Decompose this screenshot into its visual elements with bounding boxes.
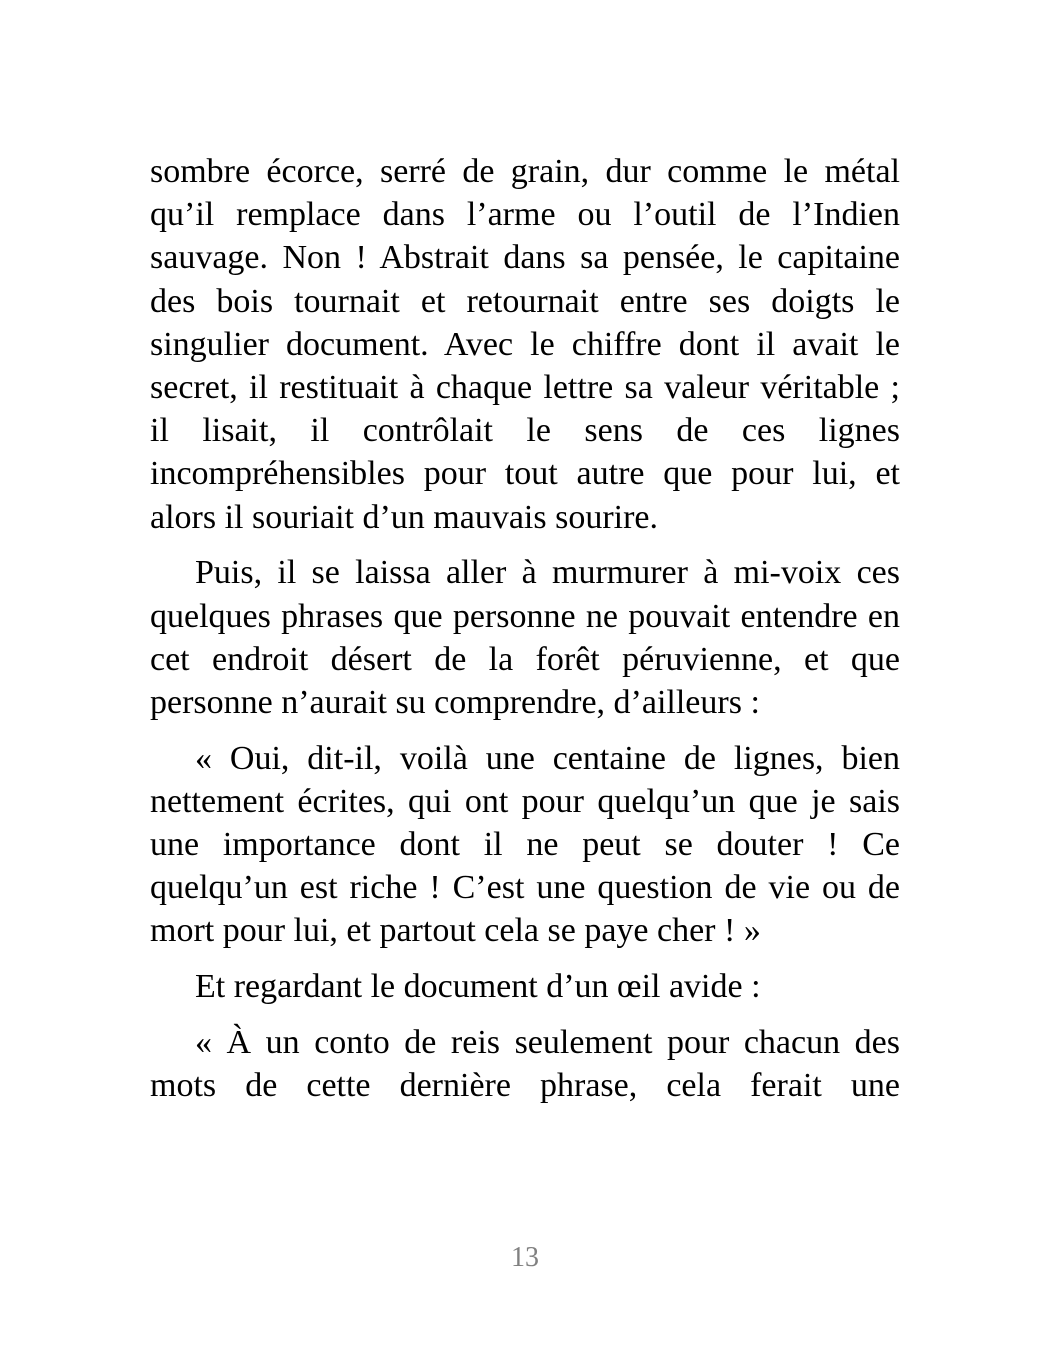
paragraph-3: « Oui, dit-il, voilà une centaine de lignes, bien nettement écrites, qui ont pour quelqu’un que je sais une importance dont il ne peut se douter ! Ce quelqu’un est riche ! C’est une question de vie ou de mort pour lui, et partout cela se paye cher ! » xyxy=(150,739,900,950)
body-text xyxy=(150,150,900,1107)
paragraph-4: Et regardant le document d’un œil avide : xyxy=(195,968,761,1006)
paragraph-1: sombre écorce, serré de grain, dur comme le métal qu’il remplace dans l’arme ou l’outil de l’Indien sauvage. Non ! Abstrait dans sa pensée, le capitaine des bois tournait et retournait entre ses doigts le singulier document. Avec le chiffre dont il avait le secret, il restituait à chaque lettre sa valeur véritable ; il lisait, il contrôlait le sens de ces lignes incompréhensibles pour tout autre que pour lui, et alors il souriait d’un mauvais sourire. xyxy=(150,153,900,536)
page-number: 13 xyxy=(511,1242,539,1273)
paragraph-5: « À un conto de reis seulement pour chacun des mots de cette dernière phrase, cela ferait une xyxy=(150,1023,900,1105)
paragraph-2: Puis, il se laissa aller à murmurer à mi-voix ces quelques phrases que personne ne pouvait entendre en cet endroit désert de la forêt péruvienne, et que personne n’aurait su comprendre, d’ailleurs : xyxy=(150,554,900,721)
